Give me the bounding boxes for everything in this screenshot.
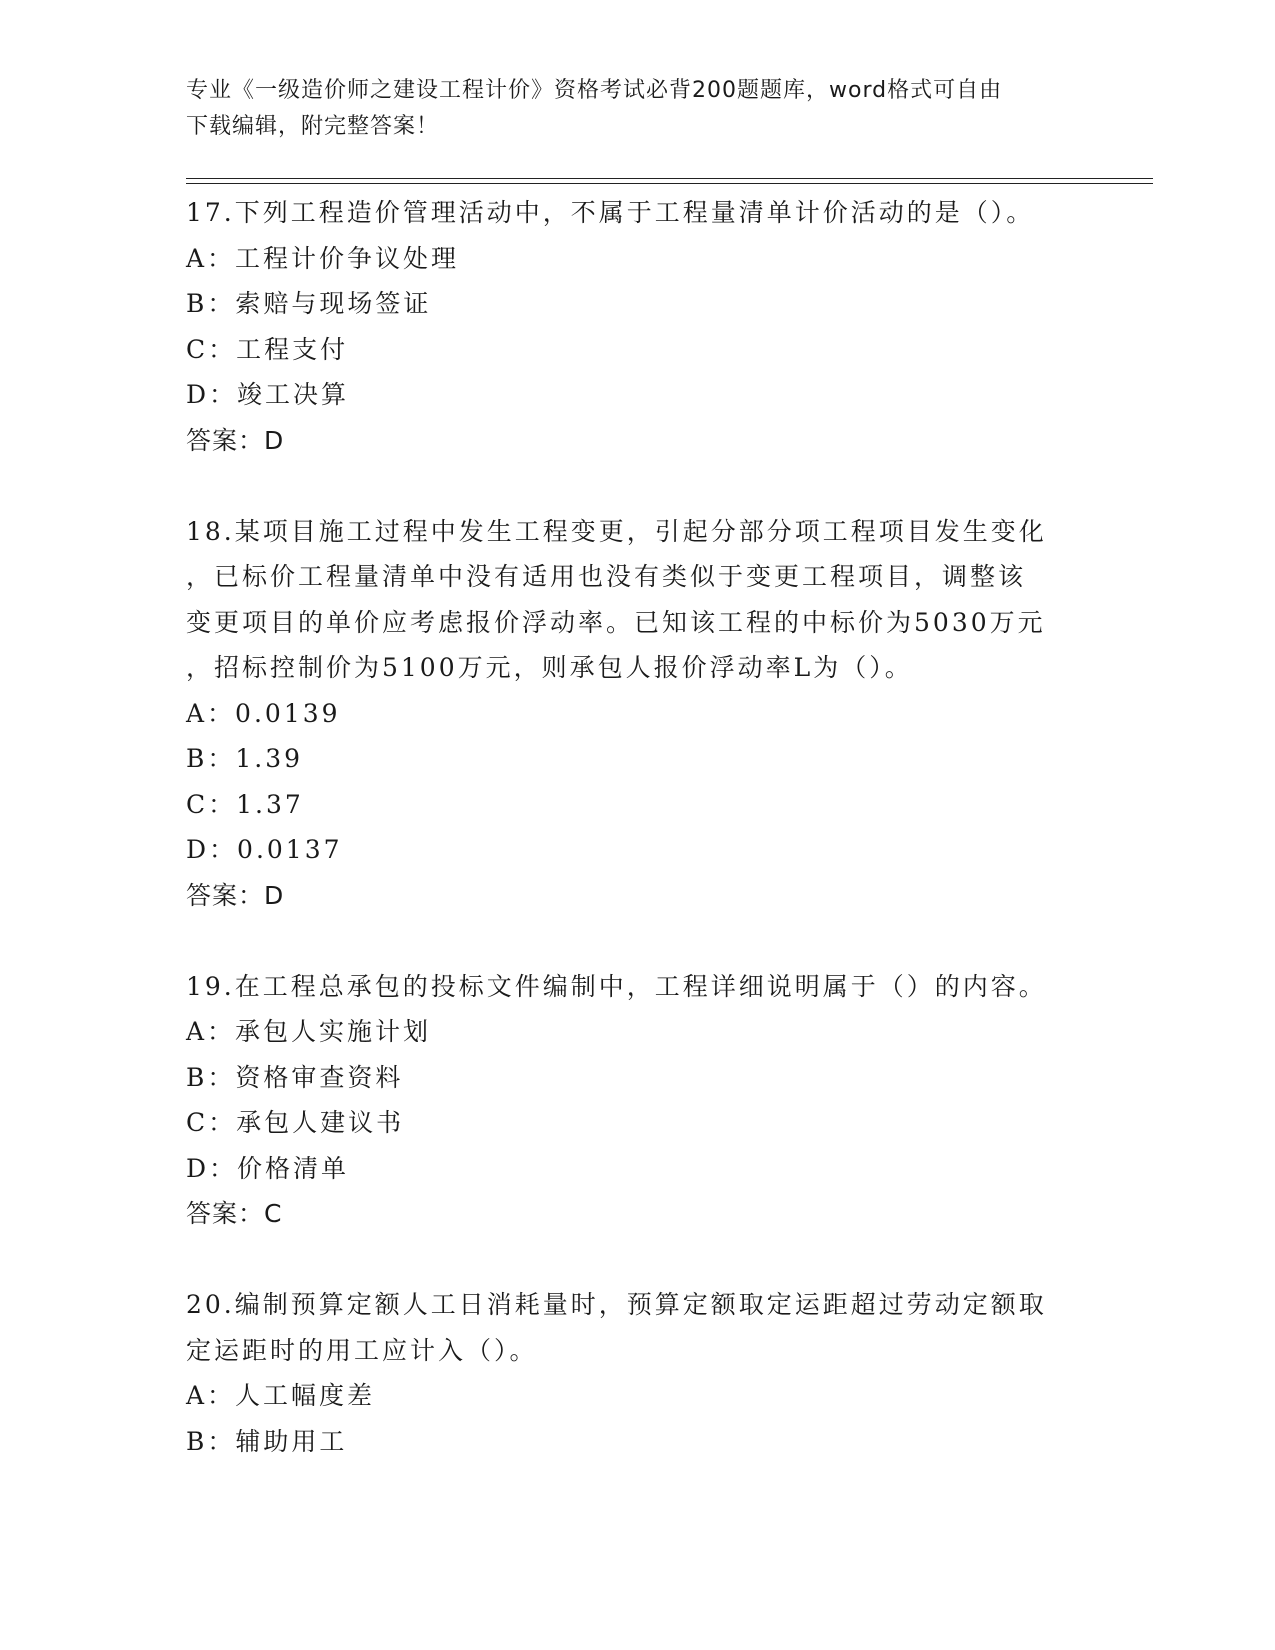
question-stem: 19.在工程总承包的投标文件编制中，工程详细说明属于（）的内容。 — [186, 971, 1047, 1001]
header-line-1: 专业《一级造价师之建设工程计价》资格考试必背200题题库，word格式可自由 — [186, 78, 1003, 103]
question-stem: ，招标控制价为5100万元，则承包人报价浮动率L为（）。 — [186, 653, 913, 682]
answer-line: 答案：D — [186, 425, 285, 455]
spacer — [186, 463, 1086, 509]
answer-line: 答案：D — [186, 880, 285, 910]
option-d: D：0.0137 — [186, 835, 343, 864]
option-c: C：工程支付 — [186, 334, 349, 364]
option-a: A：工程计价争议处理 — [186, 243, 460, 273]
option-b: B：资格审查资料 — [186, 1062, 404, 1092]
header-rule-bottom — [186, 183, 1153, 184]
option-d: D：竣工决算 — [186, 380, 350, 409]
question-18 — [186, 509, 1086, 919]
option-b: B：1.39 — [186, 744, 304, 773]
spacer — [186, 918, 1086, 964]
question-stem: 20.编制预算定额人工日消耗量时，预算定额取定运距超过劳动定额取 — [186, 1290, 1047, 1319]
option-a: A：0.0139 — [186, 698, 341, 728]
question-stem: 18.某项目施工过程中发生工程变更，引起分部分项工程项目发生变化 — [186, 516, 1047, 546]
question-17 — [186, 190, 1086, 463]
option-d: D：价格清单 — [186, 1153, 350, 1183]
question-stem: 定运距时的用工应计入（）。 — [186, 1335, 538, 1365]
question-stem: ，已标价工程量清单中没有适用也没有类似于变更工程项目，调整该 — [186, 562, 1027, 591]
option-c: C：1.37 — [186, 789, 304, 819]
option-c: C：承包人建议书 — [186, 1108, 405, 1137]
spacer — [186, 1237, 1086, 1283]
option-b: B：辅助用工 — [186, 1426, 348, 1456]
question-stem: 17.下列工程造价管理活动中，不属于工程量清单计价活动的是（）。 — [186, 198, 1035, 227]
answer-line: 答案：C — [186, 1199, 283, 1228]
header-rule-top — [186, 178, 1153, 179]
question-19 — [186, 964, 1086, 1237]
question-stem: 变更项目的单价应考虑报价浮动率。已知该工程的中标价为5030万元 — [186, 607, 1046, 637]
option-b: B：索赔与现场签证 — [186, 289, 432, 318]
option-a: A：承包人实施计划 — [186, 1017, 432, 1046]
question-list — [186, 190, 1086, 1464]
question-20 — [186, 1282, 1086, 1464]
option-a: A：人工幅度差 — [186, 1381, 376, 1410]
document-header — [186, 73, 1066, 145]
header-line-2: 下载编辑，附完整答案！ — [186, 114, 440, 139]
